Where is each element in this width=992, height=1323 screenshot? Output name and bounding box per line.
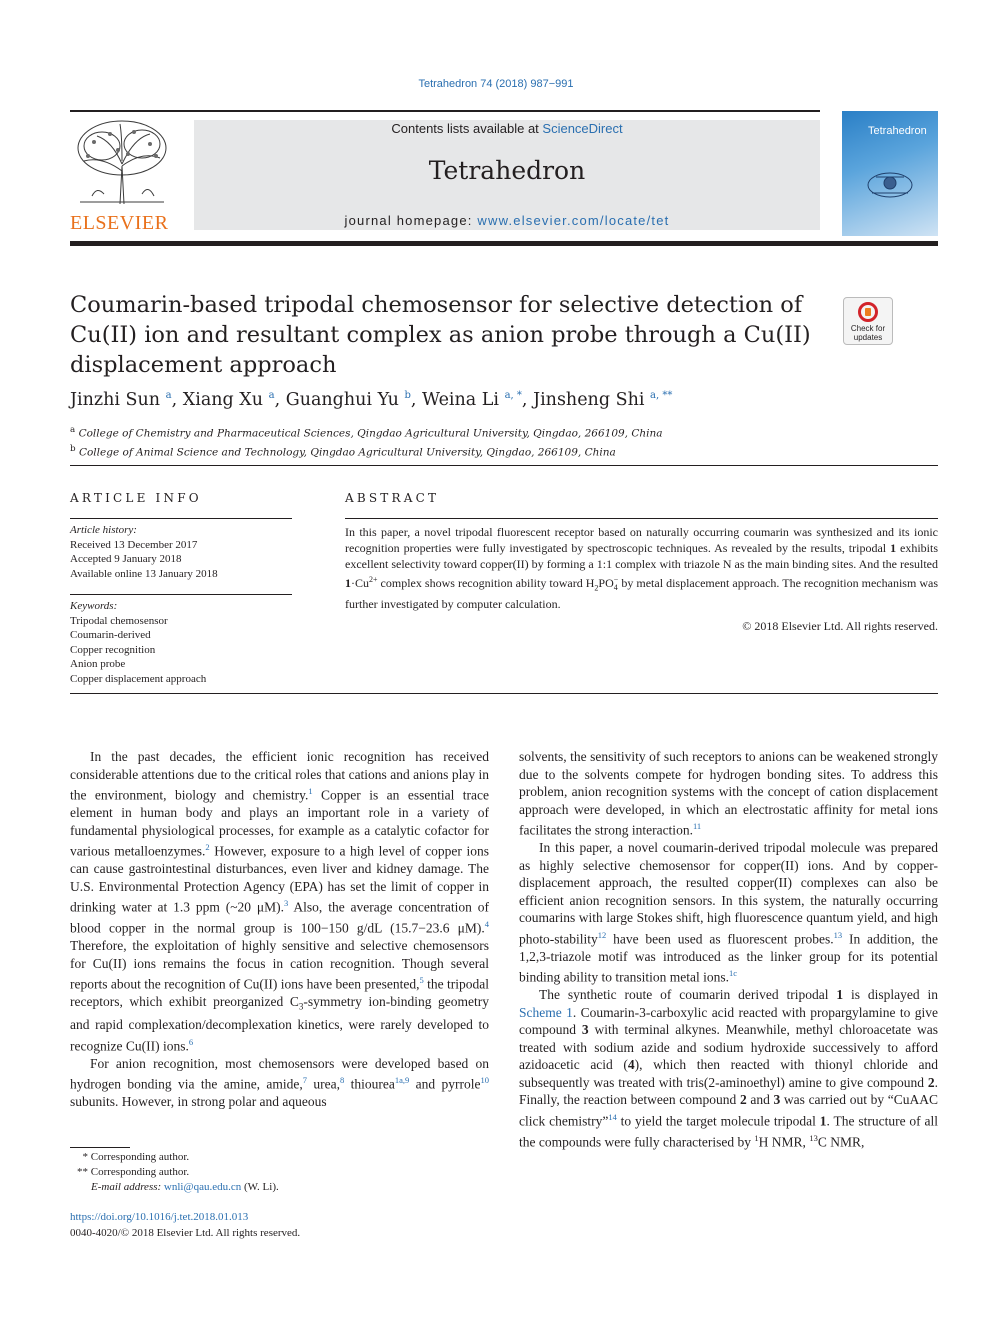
- abstract-rule: [345, 518, 938, 519]
- bookmark-icon: [858, 302, 878, 322]
- sciencedirect-link[interactable]: ScienceDirect: [542, 121, 623, 136]
- article-title: Coumarin-based tripodal chemosensor for selective detection of Cu(II) ion and resultant complex as anion probe through a Cu(II) displacement approach: [70, 292, 811, 378]
- citation-ref[interactable]: 1: [308, 786, 313, 796]
- history-online: Available online 13 January 2018: [70, 567, 218, 580]
- footnote-corresponding-2: ** Corresponding author.: [77, 1166, 190, 1178]
- keyword: Copper displacement approach: [70, 672, 207, 685]
- front-matter-rule: [70, 693, 938, 694]
- check-for-updates-badge[interactable]: [843, 297, 893, 345]
- keyword: Copper recognition: [70, 643, 156, 656]
- citation-ref[interactable]: 14: [608, 1111, 617, 1122]
- history-received: Received 13 December 2017: [70, 538, 198, 551]
- keywords-label: Keywords:: [70, 600, 118, 612]
- issn-copyright: 0040-4020/© 2018 Elsevier Ltd. All rights reserved.: [70, 1226, 301, 1239]
- badge-label: Check for updates: [850, 324, 886, 342]
- keyword: Anion probe: [70, 658, 126, 670]
- article-info-heading: ARTICLE INFO: [70, 491, 202, 505]
- compound-number: 1: [819, 1113, 827, 1128]
- citation-ref[interactable]: 1a,9: [394, 1075, 410, 1086]
- keywords-rule: [70, 594, 292, 595]
- journal-homepage: journal homepage: www.elsevier.com/locate/tet: [344, 213, 670, 228]
- journal-reference[interactable]: Tetrahedron 74 (2018) 987−991: [418, 78, 574, 90]
- history-label: Article history:: [70, 524, 137, 536]
- journal-cover[interactable]: [842, 111, 938, 236]
- affiliation-a: $^a$ College of Chemistry and Pharmaceutical Sciences, Qingdao Agricultural University, Qingdao, 266109, China: [70, 425, 663, 440]
- affiliation-b: $^b$ College of Animal Science and Technology, Qingdao Agricultural University, Qingdao, 266109, China: [70, 443, 616, 458]
- affiliations-rule: [70, 465, 938, 466]
- body-column-right: [519, 748, 938, 1151]
- affiliations: [70, 423, 930, 460]
- elsevier-logo: [70, 116, 180, 236]
- journal-name: Tetrahedron: [428, 156, 586, 185]
- compound-number: 4: [627, 1057, 635, 1072]
- doi-block: [70, 1210, 490, 1241]
- citation-ref[interactable]: 11: [692, 821, 702, 831]
- footnotes: [70, 1150, 470, 1195]
- citation-ref[interactable]: 6: [188, 1036, 194, 1047]
- author-name: Weina Li: [422, 390, 500, 410]
- compound-number: 3: [773, 1092, 781, 1107]
- keywords: [70, 599, 292, 686]
- body-paragraph: In the past decades, the efficient ionic recognition has received considerable attentions due to the critical roles that cations and anions play in the environment, biology and chemistry.$^1$ Copper is an essential trace element in human body and plays an important role in a variety of fundamental physiological processes, for example as a catalytic cofactor for various metalloenzymes.$^2$ However, exposure to a high level of copper ions can cause gastrointestinal disturbances, even liver and kidney damage. The U.S. Environmental Protection Agency (EPA) has set the limit of copper in drinking water at 1.3 ppm (~20 μM).$^3$ Also, the average concentration of blood copper in the normal group is 100−150 g/dL (15.7−23.6 μM).$^4$ Therefore, the exploitation of highly sensitive and selective chemosensors for Cu(II) ions remains the focus in cation recognition. Though several reports about the recognition of Cu(II) ions have been presented,$^5$ the tripodal receptors, which exhibit preorganized $C_3$-symmetry ion-binding geometry and rapid complexation/decomplexation kinetics, were rarely developed to recognize Cu(II) ions.$^6$: [70, 749, 490, 1054]
- compound-number: 3: [581, 1022, 589, 1037]
- contents-line: Contents lists available at ScienceDirect: [391, 121, 623, 136]
- citation-ref[interactable]: 3: [284, 898, 289, 908]
- citation-ref[interactable]: 1c: [728, 968, 738, 978]
- article-info-rule: [70, 518, 292, 519]
- body-paragraph: solvents, the sensitivity of such receptors to anions can be weakened strongly due to the solvents compete for hydrogen bonding sites. To address this problem, anion recognition systems with the concept of cation displacement approach were developed, in which an electrostatic affinity for metal ions facilitates the strong interaction.$^{11}$: [519, 749, 938, 838]
- body-paragraph: The synthetic route of coumarin derived tripodal 1 is displayed in Scheme 1. Coumarin-3-carboxylic acid reacted with propargylamine to give compound 3 with terminal alkynes. Meanwhile, methyl chloroacetate was treated with sodium azide and sodium hydroxide successively to afford azidoacetic acid (4), which then reacted with thionyl chloride and subsequently was treated with tris(2-aminoethyl) amine to give compound 2. Finally, the reaction between compound 2 and 3 was carried out by “CuAAC click chemistry”$^{14}$ to yield the target molecule tripodal 1. The structure of all the compounds were fully characterised by $^1$H NMR, $^{13}$C NMR,: [519, 987, 939, 1149]
- subscript: 3: [298, 1001, 304, 1012]
- abstract-copyright: © 2018 Elsevier Ltd. All rights reserved.: [742, 619, 938, 633]
- citation-ref[interactable]: 2: [205, 842, 210, 852]
- keyword: Tripodal chemosensor: [70, 614, 168, 627]
- body-paragraph: In this paper, a novel coumarin-derived tripodal molecule was prepared as highly selective chemosensor for copper(II) ions. And by copper-displacement approach, the resulted copper(II) complexes can also be efficient anion recognition sensors. In this system, the naturally occurring coumarins with large Stokes shift, high fluorescence quantum yield, and high photo-stability$^{12}$ have been used as fluorescent probes.$^{13}$ In addition, the 1,2,3-triazole motif was introduced as the linker group for its potential binding ability to transition metal ions.$^{1c}$: [519, 840, 938, 985]
- compound-number: 1: [836, 987, 844, 1002]
- citation-ref[interactable]: 4: [484, 919, 489, 929]
- citation-ref[interactable]: 5: [419, 975, 424, 985]
- author-name: Guanghui Yu: [285, 390, 399, 410]
- isotope-superscript: 13: [809, 1132, 818, 1143]
- cover-molecule-icon: [864, 163, 916, 203]
- footnote-email: E-mail address: wnli@qau.edu.cn (W. Li).: [91, 1181, 279, 1193]
- author-list: Jinzhi Sun $^a$, Xiang Xu $^a$, Guanghui Yu $^b$, Weina Li $^{a, *}$, Jinsheng Shi $^{a, **}$: [70, 390, 673, 410]
- publisher-name: ELSEVIER: [70, 212, 169, 234]
- body-paragraph: For anion recognition, most chemosensors were developed based on hydrogen bonding via the amine, amide,$^7$ urea,$^8$ thiourea$^{1a,9}$ and pyrrole$^{10}$ subunits. However, in strong polar and aqueous: [70, 1055, 490, 1110]
- scheme-link[interactable]: Scheme 1: [519, 1004, 573, 1020]
- homepage-link[interactable]: www.elsevier.com/locate/tet: [477, 213, 670, 228]
- history-accepted: Accepted 9 January 2018: [70, 553, 182, 565]
- compound-number: 2: [927, 1074, 935, 1090]
- citation-ref[interactable]: 8: [340, 1075, 345, 1086]
- article-history: [70, 523, 292, 581]
- isotope-superscript: 1: [754, 1132, 759, 1143]
- doi-link[interactable]: https://doi.org/10.1016/j.tet.2018.01.013: [70, 1211, 249, 1223]
- footnote-rule: [70, 1147, 130, 1148]
- citation-ref[interactable]: 10: [480, 1075, 490, 1086]
- keyword: Coumarin-derived: [70, 629, 151, 641]
- citation-ref[interactable]: 13: [833, 929, 843, 940]
- abstract-heading: ABSTRACT: [345, 491, 440, 505]
- cover-title: Tetrahedron: [868, 125, 927, 137]
- author-affiliation-mark[interactable]: a: [165, 390, 172, 402]
- header-bottom-rule: [70, 241, 938, 246]
- author-affiliation-mark[interactable]: b: [404, 390, 411, 402]
- header-top-rule: [70, 110, 820, 112]
- elsevier-tree-icon: [72, 116, 172, 206]
- compound-number: 2: [739, 1092, 747, 1107]
- author-name: Xiang Xu: [182, 390, 264, 410]
- citation-ref[interactable]: 7: [302, 1075, 308, 1086]
- footnote-corresponding-1: * Corresponding author.: [82, 1151, 190, 1163]
- author-affiliation-mark[interactable]: a, **: [650, 390, 673, 402]
- body-column-left: [70, 748, 489, 1111]
- abstract-text: In this paper, a novel tripodal fluorescent receptor based on naturally occurring coumarin was synthesized and its ionic recognition properties were fully investigated by spectroscopic techniques. As revealed by the results, tripodal 1 exhibits excellent selectivity toward copper(II) by forming a 1:1 complex with triazole N as the main binding sites. And the resulted $1\cdot Cu^{2+}$ complex shows recognition ability toward $H_2PO$ − 4 by metal displacement approach. The recognition mechanism was further investigated by computer calculation.: [345, 525, 939, 612]
- email-link[interactable]: wnli@qau.edu.cn: [163, 1181, 242, 1193]
- author-affiliation-mark[interactable]: a, *: [504, 390, 522, 402]
- author-name: Jinsheng Shi: [533, 390, 645, 410]
- citation-ref[interactable]: 12: [597, 929, 607, 940]
- author-affiliation-mark[interactable]: a: [268, 390, 275, 402]
- author-name: Jinzhi Sun: [70, 390, 161, 410]
